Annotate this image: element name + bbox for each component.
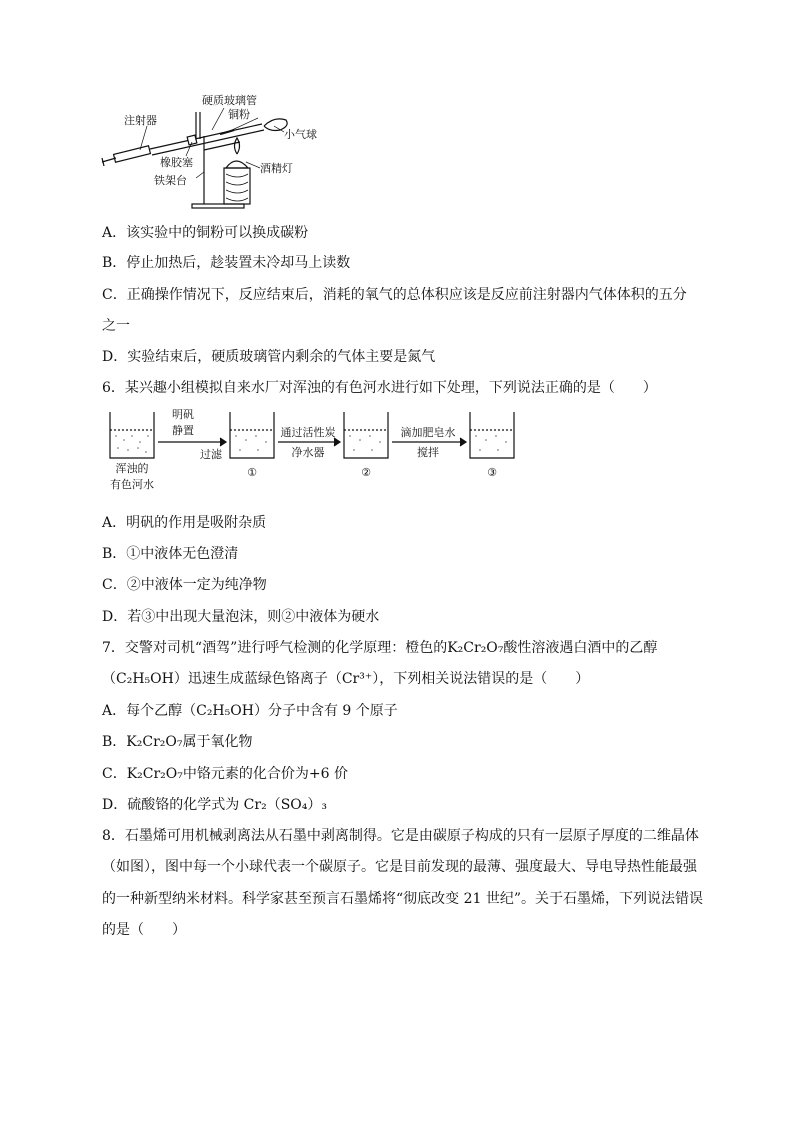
label-step1-settle: 静置 xyxy=(172,424,194,437)
q5-option-c-line1: C．正确操作情况下，反应结束后，消耗的氧气的总体积应该是反应前注射器内气体体积的五分 xyxy=(102,287,687,303)
copper-powder xyxy=(220,130,234,134)
label-step1-alum: 明矾 xyxy=(172,408,194,421)
q8-stem-line3: 的一种新型纳米材料。科学家甚至预言石墨烯将“彻底改变 21 世纪”。关于石墨烯，下列说法错误 xyxy=(102,891,704,907)
beaker-2 xyxy=(344,412,388,458)
label-rubber-stopper: 橡胶塞 xyxy=(160,156,193,169)
q5-option-d: D．实验结束后，硬质玻璃管内剩余的气体主要是氮气 xyxy=(102,349,436,365)
label-alcohol-lamp: 酒精灯 xyxy=(260,162,293,175)
q6-stem: 6．某兴趣小组模拟自来水厂对浑浊的有色河水进行如下处理，下列说法正确的是（ ） xyxy=(102,380,657,396)
label-step3-stir: 搅拌 xyxy=(417,446,439,459)
q7-option-c: C．K₂Cr₂O₇中铬元素的化合价为+6 价 xyxy=(102,766,348,782)
stand-base xyxy=(192,204,244,208)
q5-option-b: B．停止加热后，趁装置未冷却马上读数 xyxy=(102,255,351,271)
label-step1-filter: 过滤 xyxy=(200,448,222,461)
flame xyxy=(235,138,240,154)
q6-option-b: B．①中液体无色澄清 xyxy=(102,546,239,562)
q7-option-a: A．每个乙醇（C₂H₅OH）分子中含有 9 个原子 xyxy=(102,703,398,719)
label-syringe: 注射器 xyxy=(124,114,157,127)
rubber-stopper xyxy=(187,135,197,145)
beaker-river-water xyxy=(110,412,154,458)
label-river-water-2: 有色河水 xyxy=(110,478,154,491)
label-copper-powder: 铜粉 xyxy=(228,108,250,121)
label-balloon: 小气球 xyxy=(284,128,317,141)
q6-option-d: D．若③中出现大量泡沫，则②中液体为硬水 xyxy=(102,609,380,625)
label-beaker-3: ③ xyxy=(487,466,497,479)
q5-option-c-line2: 之一 xyxy=(102,318,130,334)
label-step2-carbon: 通过活性炭 xyxy=(280,426,336,439)
syringe-plunger xyxy=(102,158,116,162)
beaker-1 xyxy=(230,412,274,458)
label-iron-stand: 铁架台 xyxy=(154,174,187,187)
q7-stem-line2: （C₂H₅OH）迅速生成蓝绿色铬离子（Cr³⁺），下列相关说法错误的是（ ） xyxy=(102,671,590,687)
beaker-3 xyxy=(470,412,514,458)
q8-stem-line2: （如图），图中每一个小球代表一个碳原子。它是目前发现的最薄、强度最大、导电导热性能最强 xyxy=(102,859,697,875)
q6-process-figure xyxy=(100,406,520,498)
alcohol-lamp xyxy=(226,161,248,168)
q8-stem-line4: 的是（ ） xyxy=(102,922,186,938)
label-river-water-1: 浑浊的 xyxy=(115,462,149,475)
q5-option-a: A．该实验中的铜粉可以换成碳粉 xyxy=(102,225,309,241)
q6-option-c: C．②中液体一定为纯净物 xyxy=(102,577,267,593)
label-step2-purifier: 净水器 xyxy=(291,446,325,459)
label-step3-soap: 滴加肥皂水 xyxy=(400,426,456,439)
q6-option-a: A．明矾的作用是吸附杂质 xyxy=(102,515,267,531)
label-beaker-2: ② xyxy=(361,466,371,479)
q7-stem-line1: 7．交警对司机“酒驾”进行呼气检测的化学原理：橙色的K₂Cr₂O₇酸性溶液遇白酒中的乙醇 xyxy=(102,640,658,656)
label-hard-glass-tube: 硬质玻璃管 xyxy=(202,94,257,107)
syringe-barrel xyxy=(114,146,151,162)
glass-tube-top xyxy=(150,124,262,149)
q5-apparatus-figure xyxy=(100,92,317,210)
q7-option-b: B．K₂Cr₂O₇属于氧化物 xyxy=(102,734,253,750)
q8-stem-line1: 8．石墨烯可用机械剥离法从石墨中剥离制得。它是由碳原子构成的只有一层原子厚度的二维晶体 xyxy=(102,828,699,844)
label-beaker-1: ① xyxy=(247,466,257,479)
q7-option-d: D．硫酸铬的化学式为 Cr₂（SO₄）₃ xyxy=(102,797,327,813)
